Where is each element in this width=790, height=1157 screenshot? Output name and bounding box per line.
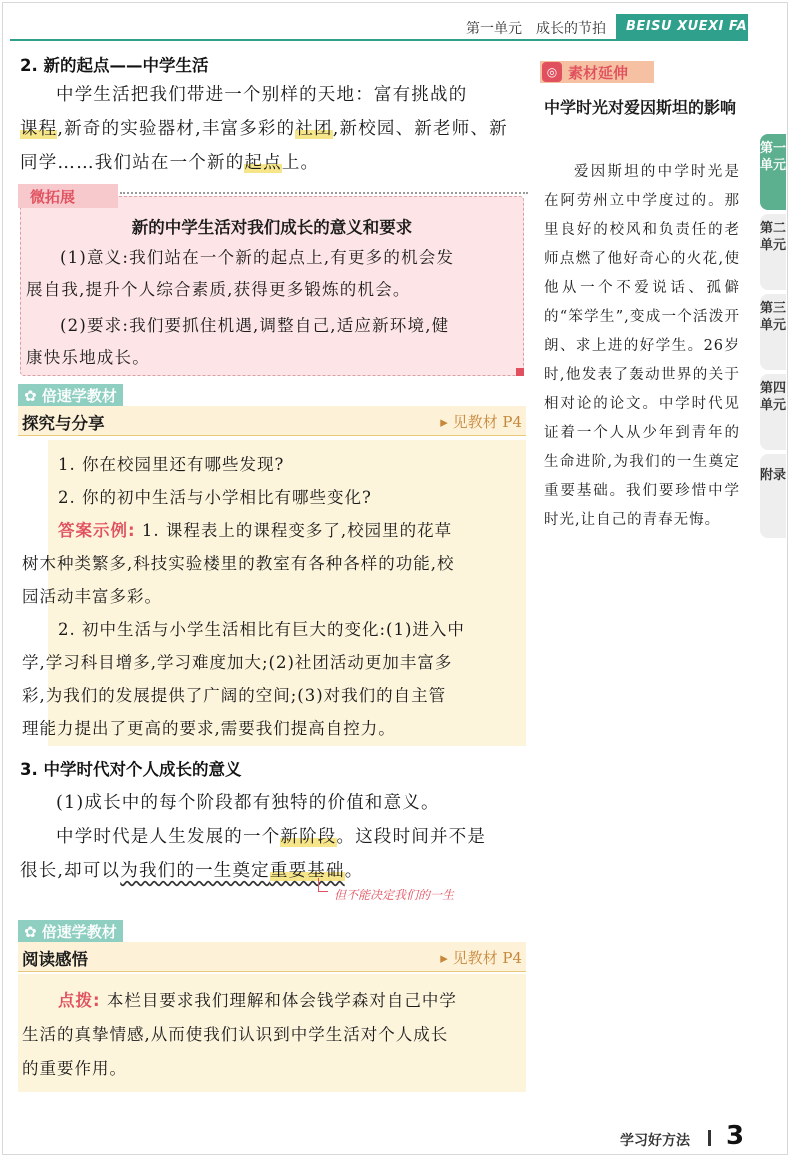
text: ,新奇的实验器材,丰富多彩的 — [57, 119, 296, 139]
text: 本栏目要求我们理解和体会钱学森对自己中学 — [100, 991, 457, 1010]
section2-heading: 2. 新的起点——中学生活 — [20, 56, 209, 75]
text: 。 — [344, 861, 364, 881]
answer-line: 彩,为我们的发展提供了广阔的空间;(3)对我们的自主管 — [22, 686, 447, 705]
extension-tag: 微拓展 — [18, 184, 118, 208]
keyword-highlight: 课程 — [20, 119, 58, 139]
corner-mark — [516, 368, 524, 376]
header-unit-topic — [466, 18, 620, 38]
block2-textbook-ref: ▸ 见教材 P4 — [440, 949, 522, 967]
question: 1. 你在校园里还有哪些发现? — [58, 455, 285, 474]
block1-textbook-ref: ▸ 见教材 P4 — [440, 413, 522, 431]
header-brand: BEISU XUEXI FA — [616, 14, 748, 39]
keyword-highlight: 重要基础 — [269, 861, 345, 881]
tag-label: 倍速学教材 — [41, 923, 117, 941]
answer-label: 答案示例: — [58, 521, 136, 540]
sidebar-tag-label: 素材延伸 — [568, 64, 629, 82]
footer-divider — [708, 1130, 711, 1146]
text: 1. 课程表上的课程变多了,校园里的花草 — [135, 521, 453, 540]
para-line — [20, 854, 532, 888]
block1-title: 探究与分享 — [22, 414, 105, 433]
extension-line: (2)要求:我们要抓住机遇,调整自己,适应新环境,健 — [60, 316, 450, 335]
tab-unit-3[interactable]: 第三单元 — [760, 294, 786, 370]
para-line — [20, 112, 528, 146]
footer-label: 学习好方法 — [620, 1133, 690, 1149]
wavy-underline-text: 为我们的一生奠定 — [120, 861, 270, 881]
text: 中学时代是人生发展的一个 — [56, 827, 281, 847]
block1-tag: ✿ 倍速学教材 — [18, 384, 123, 406]
tab-appendix[interactable]: 附录 — [760, 454, 786, 538]
block2-tag: ✿ 倍速学教材 — [18, 920, 123, 942]
header-rule — [10, 39, 748, 41]
tab-unit-4[interactable]: 第四单元 — [760, 374, 786, 450]
question: 2. 你的初中生活与小学相比有哪些变化? — [58, 488, 372, 507]
text: 中学生活把我们带进一个别样的天地：富有挑战的 — [56, 85, 468, 105]
tip-line — [22, 984, 526, 1018]
sidebar-title: 中学时光对爱因斯坦的影响 — [544, 98, 737, 117]
block1-title-bar — [18, 406, 526, 436]
para-line — [20, 820, 532, 854]
section3-heading: 3. 中学时代对个人成长的意义 — [20, 760, 242, 779]
extension-line: 康快乐地成长。 — [26, 348, 150, 367]
tip-line: 的重要作用。 — [22, 1059, 127, 1078]
tip-label: 点拨: — [58, 991, 101, 1010]
para-line: (1)成长中的每个阶段都有独特的价值和意义。 — [56, 793, 440, 813]
text: 很长,却可以 — [20, 861, 121, 881]
handwritten-annotation: 但不能决定我们的一生 — [334, 888, 455, 902]
block1-content — [22, 448, 526, 745]
answer-line: 2. 初中生活与小学生活相比有巨大的变化:(1)进入中 — [58, 620, 465, 639]
extension-line: 展自我,提升个人综合素质,获得更多锻炼的机会。 — [26, 280, 411, 299]
answer-line: 树木种类繁多,科技实验楼里的教室有各种各样的功能,校 — [22, 554, 455, 573]
answer-line: 园活动丰富多彩。 — [22, 587, 162, 606]
extension-title: 新的中学生活对我们成长的意义和要求 — [131, 218, 413, 237]
para-line — [20, 146, 528, 180]
page-number: 3 — [726, 1121, 745, 1151]
answer-line: 学,学习科目增多,学习难度加大;(2)社团活动更加丰富多 — [22, 653, 453, 672]
section3-paragraph — [20, 786, 532, 888]
answer-line — [22, 514, 526, 547]
sidebar-text: 爱因斯坦的中学时光是在阿劳州立中学度过的。那里良好的校风和负责任的老师点燃了他好奇心的火花,使他从一个不爱说话、孤僻的“笨学生”,变成一个活泼开朗、求上进的好学生。26岁时,他发表了轰动世界的关于相对论的论文。中学时代见证着一个人从少年到青年的生命进阶,为我们的一生奠定重要基础。我们要珍惜中学时光,让自己的青春无悔。 — [544, 164, 740, 528]
para-line — [20, 78, 528, 112]
text: 。这段时间并不是 — [336, 827, 487, 847]
tip-line: 生活的真挚情感,从而使我们认识到中学生活对个人成长 — [22, 1025, 449, 1044]
annotation-arrow — [318, 878, 328, 892]
text: 上。 — [281, 153, 320, 173]
answer-line: 理能力提出了更高的要求,需要我们提高自控力。 — [22, 719, 396, 738]
block2-content — [22, 984, 526, 1086]
section2-paragraph — [20, 78, 528, 180]
extension-dotted-rule — [120, 192, 528, 194]
header-unit: 第一单元 — [466, 21, 522, 37]
tag-label: 倍速学教材 — [41, 387, 117, 405]
header-topic: 成长的节拍 — [536, 21, 606, 37]
page-header — [10, 14, 748, 40]
keyword-highlight: 新阶段 — [280, 827, 337, 847]
block2-title-bar — [18, 942, 526, 972]
tab-unit-1[interactable]: 第一单元 — [760, 134, 786, 210]
extension-line: (1)意义:我们站在一个新的起点上,有更多的机会发 — [60, 248, 455, 267]
keyword-highlight: 起点 — [244, 153, 282, 173]
text: ,新校园、新老师、新 — [332, 119, 508, 139]
sidebar-tag — [540, 61, 654, 83]
text: 同学……我们站在一个新的 — [20, 153, 245, 173]
material-icon: ◎ — [542, 62, 562, 82]
keyword-highlight: 社团 — [295, 119, 333, 139]
block2-title: 阅读感悟 — [22, 950, 88, 969]
tab-unit-2[interactable]: 第二单元 — [760, 214, 786, 290]
